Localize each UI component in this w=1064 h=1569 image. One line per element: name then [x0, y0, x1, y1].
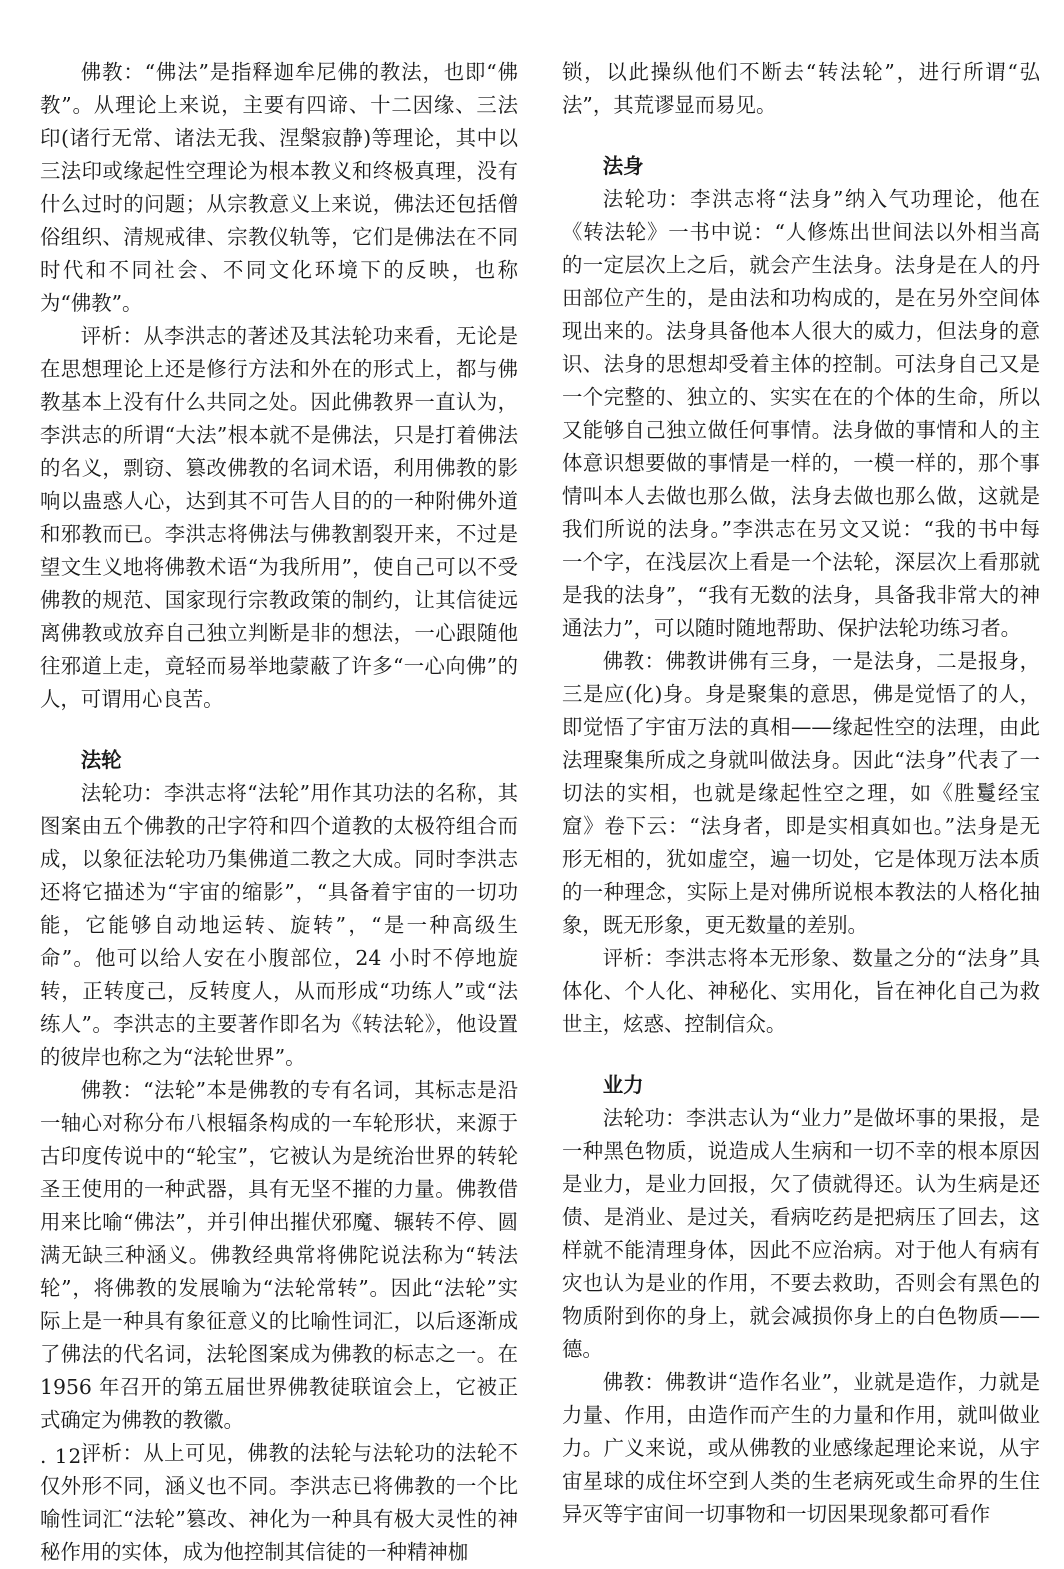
page-number: . 12.: [40, 1444, 90, 1468]
left-column: [40, 56, 518, 1569]
section-heading-fashen: 法身: [602, 154, 644, 178]
paragraph-falungong-fashen: 法轮功：李洪志将“法身”纳入气功理论，他在《转法轮》一书中说：“人修炼出世间法以外相当高的一定层次上之后，就会产生法身。法身是在人的丹田部位产生的，是由法和功构成的，是在另外空间体现出来的。法身具备他本人很大的威力，但法身的意识、法身的思想却受着主体的控制。可法身自己又是一个完整的、独立的、实实在在的个体的生命，所以又能够自己独立做任何事情。法身做的事情和人的主体意识想要做的事情是一样的，一模一样的，那个事情叫本人去做也那么做，法身去做也那么做，这就是我们所说的法身。”李洪志在另文又说：“我的书中每一个字，在浅层次上看是一个法轮，深层次上看那就是我的法身”，“我有无数的法身，具备我非常大的神通法力”，可以随时随地帮助、保护法轮功练习者。: [562, 187, 1040, 640]
section-heading-falun: 法轮: [80, 748, 122, 772]
paragraph-commentary-falun-continued: 锁，以此操纵他们不断去“转法轮”，进行所谓“弘法”，其荒谬显而易见。: [562, 60, 1040, 117]
paragraph-falungong-yeli: 法轮功：李洪志认为“业力”是做坏事的果报，是一种黑色物质，说造成人生病和一切不幸的根本原因是业力，是业力回报，欠了债就得还。认为生病是还债、是消业、是过关，看病吃药是把病压了回去，这样就不能清理身体，因此不应治病。对于他人有病有灾也认为是业的作用，不要去救助，否则会有黑色的物质附到你的身上，就会减损你身上的白色物质——德。: [562, 1106, 1040, 1361]
paragraph-buddhism-falun: 佛教：“法轮”本是佛教的专有名词，其标志是沿一轴心对称分布八根辐条构成的一车轮形状，来源于古印度传说中的“轮宝”，它被认为是统治世界的转轮圣王使用的一种武器，具有无坚不摧的力量。佛教借用来比喻“佛法”，并引伸出摧伏邪魔、辗转不停、圆满无缺三种涵义。佛教经典常将佛陀说法称为“转法轮”，将佛教的发展喻为“法轮常转”。因此“法轮”实际上是一种具有象征意义的比喻性词汇，以后逐渐成了佛法的代名词，法轮图案成为佛教的标志之一。在 1956 年召开的第五届世界佛教徒联谊会上，它被正式确定为佛教的教徽。: [40, 1078, 518, 1432]
paragraph-commentary-dharma: 评析：从李洪志的著述及其法轮功来看，无论是在思想理论上还是修行方法和外在的形式上，都与佛教基本上没有什么共同之处。因此佛教界一直认为，李洪志的所谓“大法”根本就不是佛法，只是打着佛法的名义，剽窃、篡改佛教的名词术语，利用佛教的影响以蛊惑人心，达到其不可告人目的的一种附佛外道和邪教而已。李洪志将佛法与佛教割裂开来，不过是望文生义地将佛教术语“为我所用”，使自己可以不受佛教的规范、国家现行宗教政策的制约，让其信徒远离佛教或放弃自己独立判断是非的想法，一心跟随他往邪道上走，竟轻而易举地蒙蔽了许多“一心向佛”的人，可谓用心良苦。: [40, 324, 518, 711]
paragraph-buddhism-yeli: 佛教：佛教讲“造作名业”，业就是造作，力就是力量、作用，由造作而产生的力量和作用，就叫做业力。广义来说，或从佛教的业感缘起理论来说，从宇宙星球的成住坏空到人类的生老病死或生命界的生住异灭等宇宙间一切事物和一切因果现象都可看作: [562, 1370, 1040, 1526]
paragraph-commentary-fashen: 评析：李洪志将本无形象、数量之分的“法身”具体化、个人化、神秘化、实用化，旨在神化自己为救世主，炫惑、控制信众。: [562, 946, 1040, 1036]
paragraph-buddhism-dharma: 佛教：“佛法”是指释迦牟尼佛的教法，也即“佛教”。从理论上来说，主要有四谛、十二因缘、三法印(诸行无常、诸法无我、涅槃寂静)等理论，其中以三法印或缘起性空理论为根本教义和终极真理，没有什么过时的问题；从宗教意义上来说，佛法还包括僧俗组织、清规戒律、宗教仪轨等，它们是佛法在不同时代和不同社会、不同文化环境下的反映，也称为“佛教”。: [40, 60, 518, 315]
paragraph-falungong-falun: 法轮功：李洪志将“法轮”用作其功法的名称，其图案由五个佛教的卍字符和四个道教的太极符组合而成，以象征法轮功乃集佛道二教之大成。同时李洪志还将它描述为“宇宙的缩影”，“具备着宇宙的一切功能，它能够自动地运转、旋转”，“是一种高级生命”。他可以给人安在小腹部位，24 小时不停地旋转，正转度己，反转度人，从而形成“功练人”或“法练人”。李洪志的主要著作即名为《转法轮》，他设置的彼岸也称之为“法轮世界”。: [40, 781, 518, 1069]
section-heading-yeli: 业力: [602, 1073, 644, 1097]
paragraph-buddhism-fashen: 佛教：佛教讲佛有三身，一是法身，二是报身，三是应(化)身。身是聚集的意思，佛是觉悟了的人，即觉悟了宇宙万法的真相——缘起性空的法理，由此法理聚集所成之身就叫做法身。因此“法身”代表了一切法的实相，也就是缘起性空之理，如《胜鬘经宝窟》卷下云：“法身者，即是实相真如也。”法身是无形无相的，犹如虚空，遍一切处，它是体现万法本质的一种理念，实际上是对佛所说根本教法的人格化抽象，既无形象，更无数量的差别。: [562, 649, 1040, 937]
right-column: [562, 56, 1040, 1531]
paragraph-commentary-falun: 评析：从上可见，佛教的法轮与法轮功的法轮不仅外形不同，涵义也不同。李洪志已将佛教的一个比喻性词汇“法轮”篡改、神化为一种具有极大灵性的神秘作用的实体，成为他控制其信徒的一种精神枷: [40, 1441, 518, 1564]
